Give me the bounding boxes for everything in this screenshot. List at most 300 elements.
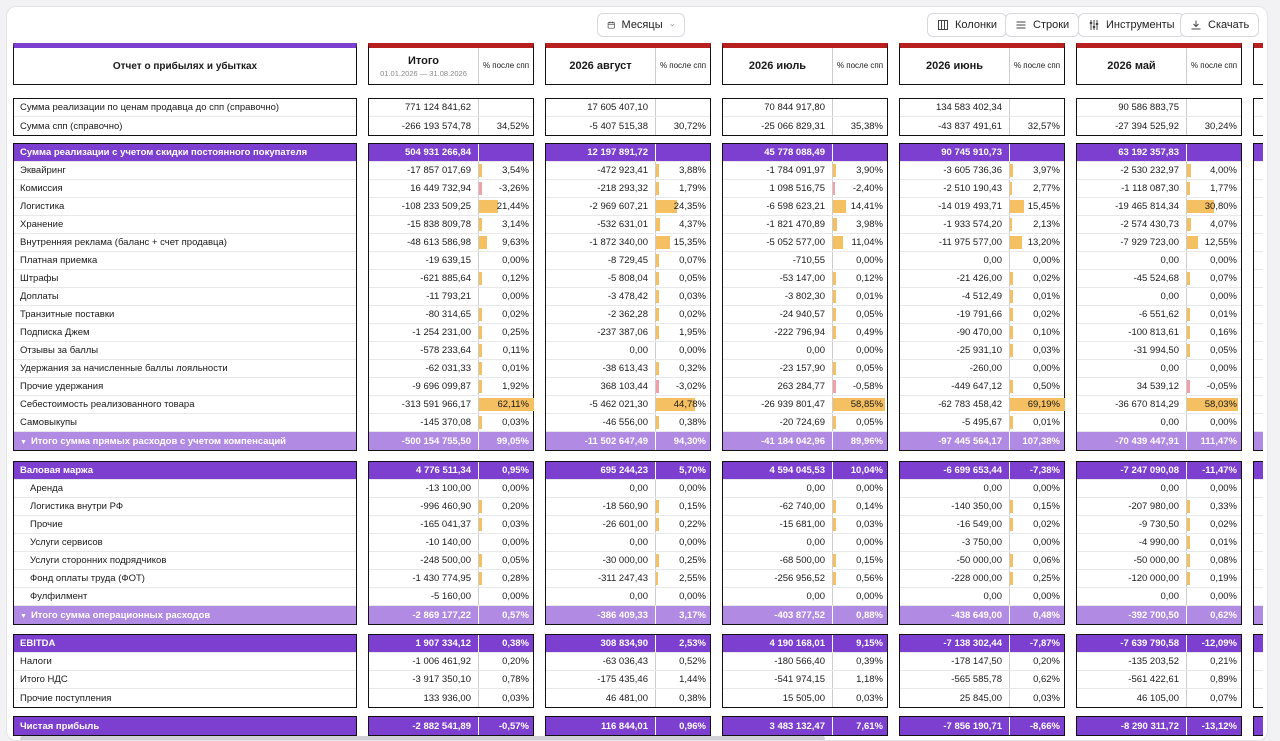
cell-percent-text: 0,05% xyxy=(856,309,883,320)
cell-percent-text: 0,20% xyxy=(502,501,529,512)
cell-percent-text: 0,38% xyxy=(679,417,706,428)
cell-percent xyxy=(478,414,533,431)
cell-percent-text: 0,00% xyxy=(1210,255,1237,266)
table-row xyxy=(369,396,533,414)
cell-percent xyxy=(478,396,533,413)
cell-value: -25 066 829,31 xyxy=(761,120,825,132)
row-label xyxy=(14,638,55,649)
cell-percent xyxy=(478,198,533,215)
cell-value: -135 203,52 xyxy=(1128,656,1179,667)
cell-percent-text: 0,20% xyxy=(502,656,529,667)
cell-value: 12 197 891,72 xyxy=(587,147,648,158)
row-label xyxy=(14,309,114,320)
table-section xyxy=(368,716,534,736)
table-row xyxy=(900,653,1064,671)
percent-bar xyxy=(1187,164,1191,177)
section-header-row xyxy=(723,717,887,735)
collapse-caret-icon[interactable]: ▼ xyxy=(20,438,27,446)
cell-value: -996 460,90 xyxy=(420,501,471,512)
cell-percent xyxy=(832,144,887,161)
cell-percent xyxy=(478,270,533,287)
period-title xyxy=(369,48,478,84)
table-row xyxy=(369,552,533,570)
table-row xyxy=(1254,671,1263,689)
table-row xyxy=(14,570,356,588)
cell-value: -26 939 801,47 xyxy=(761,399,825,410)
cell-percent-text: 0,00% xyxy=(1210,417,1237,428)
cell-percent xyxy=(655,270,710,287)
cell-value: 0,00 xyxy=(1160,363,1179,374)
cell-percent xyxy=(832,396,887,413)
table-row xyxy=(369,180,533,198)
table-row xyxy=(1254,198,1263,216)
cell-value: -3 917 350,10 xyxy=(412,674,471,685)
percent-bar xyxy=(1187,344,1190,357)
percent-bar xyxy=(833,572,836,585)
horizontal-scrollbar[interactable] xyxy=(20,736,825,741)
cell-percent xyxy=(1009,342,1064,359)
table-row xyxy=(546,216,710,234)
cell-percent-text: 0,38% xyxy=(502,638,529,649)
table-row xyxy=(1077,480,1241,498)
total-row[interactable] xyxy=(14,606,356,624)
percent-bar xyxy=(1187,236,1198,249)
cell-percent-text: 14,41% xyxy=(850,201,883,212)
cell-percent-text: 34,52% xyxy=(496,120,529,132)
cell-percent xyxy=(1009,516,1064,533)
cell-percent-text: 0,62% xyxy=(1033,674,1060,685)
cell-percent xyxy=(478,552,533,569)
cell-percent xyxy=(1009,180,1064,197)
row-label xyxy=(14,273,58,284)
cell-percent-text: 10,04% xyxy=(850,465,883,476)
cell-percent xyxy=(832,234,887,251)
cell-value: -27 394 525,92 xyxy=(1115,120,1179,132)
cell-value: -541 974,15 xyxy=(774,674,825,685)
cell-percent-text: 12,55% xyxy=(1204,237,1237,248)
cell-percent xyxy=(655,653,710,670)
cell-value: -500 154 755,50 xyxy=(401,435,471,447)
table-section xyxy=(1076,461,1242,625)
percent-bar xyxy=(833,182,835,195)
section-header-row xyxy=(546,635,710,653)
table-row xyxy=(14,288,356,306)
cell-value: -145 370,08 xyxy=(420,417,471,428)
period-header[interactable] xyxy=(545,43,711,85)
table-section xyxy=(722,634,888,708)
percent-bar xyxy=(833,416,836,429)
table-section xyxy=(722,461,888,625)
cell-value: -256 956,52 xyxy=(774,573,825,584)
table-row xyxy=(1254,588,1263,606)
table-row xyxy=(546,198,710,216)
cell-percent-text: 0,00% xyxy=(1033,363,1060,374)
period-header[interactable] xyxy=(722,43,888,85)
table-row xyxy=(1254,498,1263,516)
cell-percent-text: 0,25% xyxy=(679,555,706,566)
table-section xyxy=(368,461,534,625)
table-row xyxy=(1077,414,1241,432)
cell-percent-text: 0,38% xyxy=(679,692,706,704)
cell-percent-text: 89,96% xyxy=(850,435,883,447)
table-section xyxy=(368,98,534,136)
cell-percent-text: 0,57% xyxy=(502,609,529,621)
cell-percent xyxy=(1186,516,1241,533)
cell-value: -8 290 311,72 xyxy=(1120,720,1179,732)
pct-header: % после спп xyxy=(478,48,533,84)
cell-percent-text: 9,63% xyxy=(502,237,529,248)
table-row xyxy=(1254,689,1263,707)
section-header-row xyxy=(369,462,533,480)
cell-value: -15 838 809,78 xyxy=(407,219,471,230)
row-label-text: Штрафы xyxy=(20,273,59,284)
percent-bar xyxy=(1187,572,1190,585)
table-row xyxy=(369,534,533,552)
table-row xyxy=(900,378,1064,396)
percent-bar xyxy=(833,308,836,321)
total-row xyxy=(546,432,710,450)
cell-value: -48 613 586,98 xyxy=(407,237,471,248)
percent-bar xyxy=(1010,290,1013,303)
table-row xyxy=(900,324,1064,342)
cell-percent-text: 0,05% xyxy=(502,555,529,566)
table-row xyxy=(369,99,533,117)
table-row xyxy=(369,516,533,534)
percent-bar xyxy=(1187,518,1190,531)
cell-percent-text: -7,38% xyxy=(1029,465,1060,476)
table-row xyxy=(369,288,533,306)
cell-percent-text: 24,35% xyxy=(673,201,706,212)
cell-value: -50 000,00 xyxy=(1133,555,1179,566)
section-header-row xyxy=(900,144,1064,162)
cell-percent xyxy=(832,99,887,116)
total-row[interactable] xyxy=(14,432,356,450)
period-title-text: Итого xyxy=(407,54,440,67)
row-label-text: Подписка Джем xyxy=(20,327,90,338)
cell-percent-text: 0,00% xyxy=(1210,591,1237,602)
cell-percent xyxy=(1186,270,1241,287)
cell-percent-text: 0,00% xyxy=(502,255,529,266)
table-row xyxy=(900,480,1064,498)
row-label xyxy=(14,121,122,132)
cell-percent xyxy=(1009,396,1064,413)
cell-percent-text: 0,12% xyxy=(856,273,883,284)
cell-percent-text: 0,00% xyxy=(856,483,883,494)
row-label xyxy=(14,102,279,113)
cell-value: -62 031,33 xyxy=(425,363,471,374)
table-row xyxy=(900,588,1064,606)
period-header[interactable] xyxy=(899,43,1065,85)
percent-bar xyxy=(1010,572,1013,585)
table-section xyxy=(722,98,888,136)
cell-percent xyxy=(832,432,887,450)
cell-value: -311 247,43 xyxy=(597,573,648,584)
cell-percent-text: -2,40% xyxy=(852,183,883,194)
cell-percent-text: 0,02% xyxy=(679,309,706,320)
percent-bar xyxy=(1010,164,1013,177)
table-section xyxy=(545,461,711,625)
cell-value: -97 445 564,17 xyxy=(938,435,1002,447)
cell-value: -248 500,00 xyxy=(420,555,471,566)
row-label-text: Удержания за начисленные баллы лояльности xyxy=(20,363,228,374)
cell-percent-text: 0,00% xyxy=(1033,483,1060,494)
row-label-text: Сумма спп (справочно) xyxy=(20,120,123,132)
cell-percent xyxy=(655,606,710,624)
percent-bar xyxy=(1010,554,1013,567)
table-row xyxy=(546,480,710,498)
cell-percent-text: 0,06% xyxy=(1033,555,1060,566)
cell-value: 0,00 xyxy=(983,255,1002,266)
cell-percent xyxy=(478,570,533,587)
cell-percent xyxy=(478,117,533,135)
cell-percent xyxy=(1186,342,1241,359)
cell-value: 695 244,23 xyxy=(600,465,648,476)
cell-percent xyxy=(1009,414,1064,431)
table-row xyxy=(369,162,533,180)
row-label xyxy=(14,417,77,428)
total-row xyxy=(546,606,710,624)
table-row xyxy=(900,162,1064,180)
cell-percent xyxy=(1186,552,1241,569)
table-row xyxy=(900,671,1064,689)
table-row xyxy=(900,270,1064,288)
table-section xyxy=(13,98,357,136)
cell-percent xyxy=(1009,252,1064,269)
cell-value: -1 254 231,00 xyxy=(412,327,471,338)
cell-percent-text: 0,03% xyxy=(856,692,883,704)
cell-percent xyxy=(1009,570,1064,587)
sliders-icon xyxy=(1088,19,1100,31)
cell-value: -38 613,43 xyxy=(602,363,648,374)
percent-bar xyxy=(479,272,482,285)
cell-value: -21 426,00 xyxy=(956,273,1002,284)
section-header-row xyxy=(14,462,356,480)
cell-value: 771 124 841,62 xyxy=(404,102,471,113)
percent-bar xyxy=(1010,236,1022,249)
cell-value: -100 813,61 xyxy=(1128,327,1179,338)
row-label xyxy=(14,610,210,621)
cell-percent-text: 0,28% xyxy=(502,573,529,584)
row-label xyxy=(14,693,111,704)
table-row xyxy=(1077,534,1241,552)
table-section xyxy=(1253,634,1263,708)
percent-bar xyxy=(1187,554,1190,567)
cell-percent xyxy=(655,534,710,551)
cell-value: -68 500,00 xyxy=(779,555,825,566)
cell-percent-text: 0,05% xyxy=(856,417,883,428)
months-dropdown[interactable] xyxy=(597,13,685,37)
table-row xyxy=(14,252,356,270)
period-title xyxy=(1077,48,1186,84)
cell-percent xyxy=(832,270,887,287)
cell-value: -449 647,12 xyxy=(951,381,1002,392)
cell-percent xyxy=(1186,360,1241,377)
cell-value: -710,55 xyxy=(792,255,825,266)
table-row xyxy=(1254,306,1263,324)
cell-value: -1 821 470,89 xyxy=(766,219,825,230)
table-row xyxy=(546,342,710,360)
table-row xyxy=(1077,198,1241,216)
percent-bar xyxy=(1187,182,1190,195)
cell-percent xyxy=(1009,635,1064,652)
cell-percent xyxy=(1186,180,1241,197)
table-row xyxy=(546,180,710,198)
table-row xyxy=(546,552,710,570)
cell-percent-text: 0,10% xyxy=(1033,327,1060,338)
cell-value: -1 784 091,97 xyxy=(766,165,825,176)
table-row xyxy=(1077,570,1241,588)
row-label xyxy=(14,183,63,194)
cell-percent-text: 0,00% xyxy=(502,591,529,602)
columns-label: Колонки xyxy=(955,19,997,31)
columns-icon xyxy=(937,19,949,31)
percent-bar xyxy=(656,218,660,231)
cell-percent-text: 0,00% xyxy=(679,345,706,356)
percent-bar xyxy=(656,308,659,321)
cell-percent xyxy=(1186,198,1241,215)
cell-percent-text: -11,47% xyxy=(1202,465,1237,476)
cell-percent-text: 0,07% xyxy=(1210,273,1237,284)
cell-value: 0,00 xyxy=(983,483,1002,494)
total-row xyxy=(369,606,533,624)
table-row xyxy=(723,516,887,534)
period-header[interactable] xyxy=(1076,43,1242,85)
table-row xyxy=(369,378,533,396)
row-label-text: Итого сумма прямых расходов с учетом компенсаций xyxy=(30,435,287,447)
row-label-text: Логистика внутри РФ xyxy=(30,501,124,512)
percent-bar xyxy=(479,326,482,339)
table-row xyxy=(900,534,1064,552)
cell-percent xyxy=(1186,144,1241,161)
section-header-row xyxy=(14,717,356,735)
cell-value: -228 000,00 xyxy=(951,573,1002,584)
cell-percent-text: 0,01% xyxy=(1033,291,1060,302)
cell-percent-text: 94,30% xyxy=(673,435,706,447)
cell-percent-text: 0,02% xyxy=(1033,519,1060,530)
row-label-text: Прочие поступления xyxy=(20,692,112,704)
cell-value: 133 936,00 xyxy=(423,692,471,704)
table-row xyxy=(1077,342,1241,360)
section-header-row xyxy=(14,635,356,653)
pct-header: % после спп xyxy=(655,48,710,84)
cell-percent-text: 0,32% xyxy=(679,363,706,374)
table-row xyxy=(1254,516,1263,534)
cell-percent-text: 30,72% xyxy=(673,120,706,132)
cell-percent xyxy=(1186,717,1241,735)
cell-value: -5 160,00 xyxy=(430,591,471,602)
tools-button[interactable] xyxy=(1078,13,1185,37)
row-label-text: Доплаты xyxy=(20,291,59,302)
percent-bar xyxy=(1010,308,1013,321)
total-row xyxy=(900,432,1064,450)
cell-value: -43 837 491,61 xyxy=(938,120,1002,132)
rows-button[interactable] xyxy=(1005,13,1079,37)
table-section xyxy=(899,143,1065,451)
cell-percent-text: 58,03% xyxy=(1204,399,1237,410)
table-row xyxy=(723,234,887,252)
percent-bar xyxy=(479,362,482,375)
section-header-row xyxy=(723,144,887,162)
cell-percent-text: 0,15% xyxy=(1033,501,1060,512)
cell-percent xyxy=(1186,462,1241,479)
cell-percent-text: 13,20% xyxy=(1027,237,1060,248)
percent-bar xyxy=(1010,218,1012,231)
percent-bar xyxy=(833,164,836,177)
table-row xyxy=(546,117,710,135)
total-row xyxy=(1254,432,1263,450)
table-section xyxy=(1076,716,1242,736)
row-label-text: Прочие xyxy=(30,519,63,530)
cell-value: 46 105,00 xyxy=(1136,692,1179,704)
cell-percent-text: 0,00% xyxy=(1033,255,1060,266)
cell-percent xyxy=(832,552,887,569)
cell-percent-text: 0,16% xyxy=(1210,327,1237,338)
cell-percent xyxy=(478,324,533,341)
table-row xyxy=(900,180,1064,198)
cell-percent-text: 0,20% xyxy=(1033,656,1060,667)
cell-percent-text: 0,01% xyxy=(502,363,529,374)
cell-percent-text: 15,45% xyxy=(1027,201,1060,212)
table-row xyxy=(546,689,710,707)
cell-value: -3 605 736,36 xyxy=(943,165,1002,176)
table-row xyxy=(546,306,710,324)
cell-value: -50 000,00 xyxy=(956,555,1002,566)
cell-percent-text: 1,95% xyxy=(679,327,706,338)
cell-percent-text: 0,25% xyxy=(1033,573,1060,584)
table-row xyxy=(369,216,533,234)
section-header-row xyxy=(900,717,1064,735)
table-row xyxy=(723,342,887,360)
row-label-text: Валовая маржа xyxy=(20,465,94,476)
cell-percent xyxy=(1186,162,1241,179)
cell-value: 4 190 168,01 xyxy=(769,638,825,649)
row-label-text: Налоги xyxy=(20,656,52,667)
row-label xyxy=(14,381,103,392)
table-row xyxy=(14,270,356,288)
cell-percent xyxy=(478,252,533,269)
cell-percent xyxy=(478,342,533,359)
cell-value: 25 845,00 xyxy=(959,692,1002,704)
percent-bar xyxy=(656,572,658,585)
collapse-caret-icon[interactable]: ▼ xyxy=(20,612,27,620)
cell-percent-text: 0,14% xyxy=(856,501,883,512)
cell-value: -392 700,50 xyxy=(1128,609,1179,621)
table-row xyxy=(14,360,356,378)
next-period-header-partial xyxy=(1253,43,1263,85)
cell-value: -4 512,49 xyxy=(961,291,1002,302)
table-row xyxy=(14,117,356,135)
table-row xyxy=(369,588,533,606)
cell-percent xyxy=(478,516,533,533)
period-header[interactable] xyxy=(368,43,534,85)
cell-percent-text: 4,00% xyxy=(1210,165,1237,176)
cell-percent-text: 0,05% xyxy=(1210,345,1237,356)
cell-percent-text: 0,22% xyxy=(679,519,706,530)
table-section xyxy=(368,143,534,451)
cell-value: 90 586 883,75 xyxy=(1118,102,1179,113)
download-button[interactable] xyxy=(1180,13,1259,37)
cell-percent xyxy=(1186,635,1241,652)
section-header-row xyxy=(369,144,533,162)
cell-percent xyxy=(655,342,710,359)
cell-percent-text: 0,62% xyxy=(1210,609,1237,621)
columns-button[interactable] xyxy=(927,13,1007,37)
cell-value: -11 793,21 xyxy=(426,291,471,302)
row-label-text: Транзитные поставки xyxy=(20,309,115,320)
cell-value: -5 462 021,30 xyxy=(589,399,648,410)
table-row xyxy=(14,414,356,432)
cell-percent xyxy=(1186,252,1241,269)
